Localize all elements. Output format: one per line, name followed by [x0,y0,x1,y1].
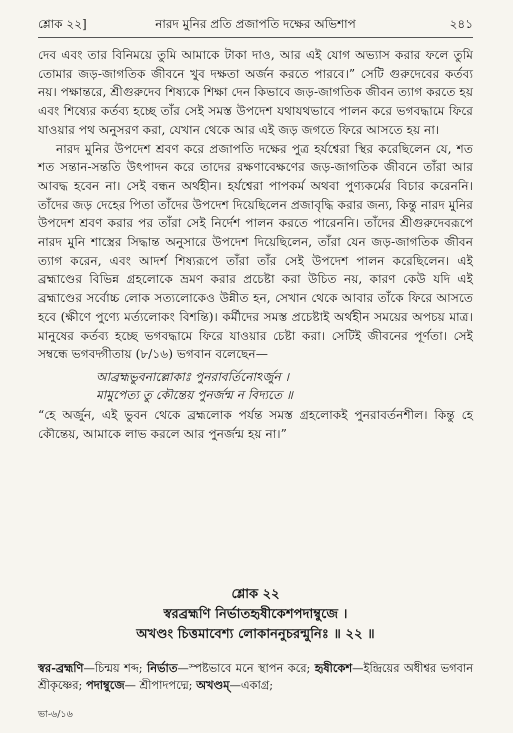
synonym-meaning: —স্পষ্টভাবে মনে স্থাপন করে; [177,661,315,675]
gita-quote-line-2: মামুপেত্য তু কৌন্তেয় পুনর্জন্ম ন বিদ্যতে ॥ [96,387,293,402]
verse-block [38,585,473,645]
synonym-term: পদাম্বুজে [86,678,125,692]
paragraph-3: “হে অর্জুন, এই ভুবন থেকে ব্রহ্মলোক পর্যন্ত সমস্ত গ্রহলোকই পুনরাবর্তনশীল। কিন্তু হে কৌন্তেয়, আমাকে লাভ করলে আর পুনর্জন্ম হয় না।” [38,407,473,441]
gita-quote-line-1: আব্রহ্মভুবনাল্লোকাঃ পুনরাবর্তিনোঽর্জুন । [96,369,289,384]
header-verse-ref: শ্লোক ২২] [38,17,87,31]
synonym-meaning: —একাগ্র; [229,678,274,692]
running-header [38,16,473,36]
verse-line-2: অখণ্ডং চিত্তমাবেশ্য লোকাননুচরন্মুনিঃ ॥ ২২ ॥ [136,627,375,642]
synonyms [38,660,473,694]
page-footer-signature: ভা-৬/১৬ [38,709,73,720]
synonym-term: হৃষীকেশ [314,661,353,675]
synonym-term: অখণ্ডম্ [196,678,230,692]
synonym-meaning: — শ্রীপাদপদ্মে; [124,678,197,692]
gita-quote [96,368,473,404]
verse-line-1: স্বরব্রহ্মণি নির্ভাতহৃষীকেশপদাম্বুজে । [163,607,348,622]
purport-text [38,46,473,443]
verse-title: শ্লোক ২২ [231,587,280,602]
header-chapter-title: নারদ মুনির প্রতি প্রজাপতি দক্ষের অভিশাপ [155,17,356,31]
header-divider [38,37,473,38]
synonym-term: নির্ভাত [146,661,178,675]
synonym-meaning: —চিন্ময় শব্দ; [83,661,147,675]
page-number: ২৪১ [449,17,473,31]
synonym-meaning: —ইন্দ্রিয়ের অধীশ্বর ভগবান শ্রীকৃষ্ণের; [38,661,473,692]
paragraph-2: নারদ মুনির উপদেশ শ্রবণ করে প্রজাপতি দক্ষের পুত্র হর্যশ্বেরা স্থির করেছিলেন যে, শত শত সন্তান-সন্ততি উৎপাদন করে তাদের রক্ষণাবেক্ষণের জড়-জাগতিক জীবনে তাঁরা আর আবদ্ধ হবেন না। সেই বন্ধন অর্থহীন। হর্যশ্বেরা পাপকর্ম অথবা পুণ্যকর্মের বিচার করেননি। তাঁদের জড় দেহের পিতা তাঁদের উপদেশ দিয়েছিলেন প্রজাবৃদ্ধি করার জন্য, কিন্তু নারদ মুনির উপদেশ শ্রবণ করার পর তাঁরা সেই নির্দেশ পালন করতে পারেননি। তাঁদের শ্রীগুরুদেবরূপে নারদ মুনি শাস্ত্রের সিদ্ধান্ত অনুসারে উপদেশ দিয়েছিলেন, তাঁরা যেন জড়-জাগতিক জীবন ত্যাগ করেন, এবং আদর্শ শিষ্যরূপে তাঁরা তাঁর সেই উপদেশ পালন করেছিলেন। এই ব্রহ্মাণ্ডের বিভিন্ন গ্রহলোকে ভ্রমণ করার প্রচেষ্টা করা উচিত নয়, কারণ কেউ যদি এই ব্রহ্মাণ্ডের সর্বোচ্চ লোক সত্যলোকেও উন্নীত হন, সেখান থেকে আবার তাঁকে ফিরে আসতে হবে (ক্ষীণে পুণ্যে মর্ত্যলোকং বিশন্তি)। কর্মীদের সমস্ত প্রচেষ্টাই অর্থহীন সময়ের অপচয় মাত্র। মানুষের কর্তব্য হচ্ছে ভগবদ্ধামে ফিরে যাওয়ার চেষ্টা করা। সেটিই জীবনের পূর্ণতা। সেই সম্বন্ধে ভগবদ্গীতায় (৮/১৬) ভগবান বলেছেন— [38,141,473,362]
paragraph-1: দেব এবং তার বিনিময়ে তুমি আমাকে টাকা দাও, আর এই যোগ অভ্যাস করার ফলে তুমি তোমার জড়-জাগতিক জীবনে খুব দক্ষতা অর্জন করতে পারবে।” সেটি গুরুদেবের কর্তব্য নয়। পক্ষান্তরে, শ্রীগুরুদেব শিষ্যকে শিক্ষা দেন কিভাবে জড়-জাগতিক জীবন ত্যাগ করতে হয় এবং শিষ্যের কর্তব্য হচ্ছে তাঁর সেই সমস্ত উপদেশ যথাযথভাবে পালন করে ভগবদ্ধামে ফিরে যাওয়ার পথ অনুসরণ করা, যেখান থেকে আর এই জড় জগতে ফিরে আসতে হয় না। [38,48,473,137]
synonym-term: স্বর-ব্রহ্মণি [38,661,84,675]
